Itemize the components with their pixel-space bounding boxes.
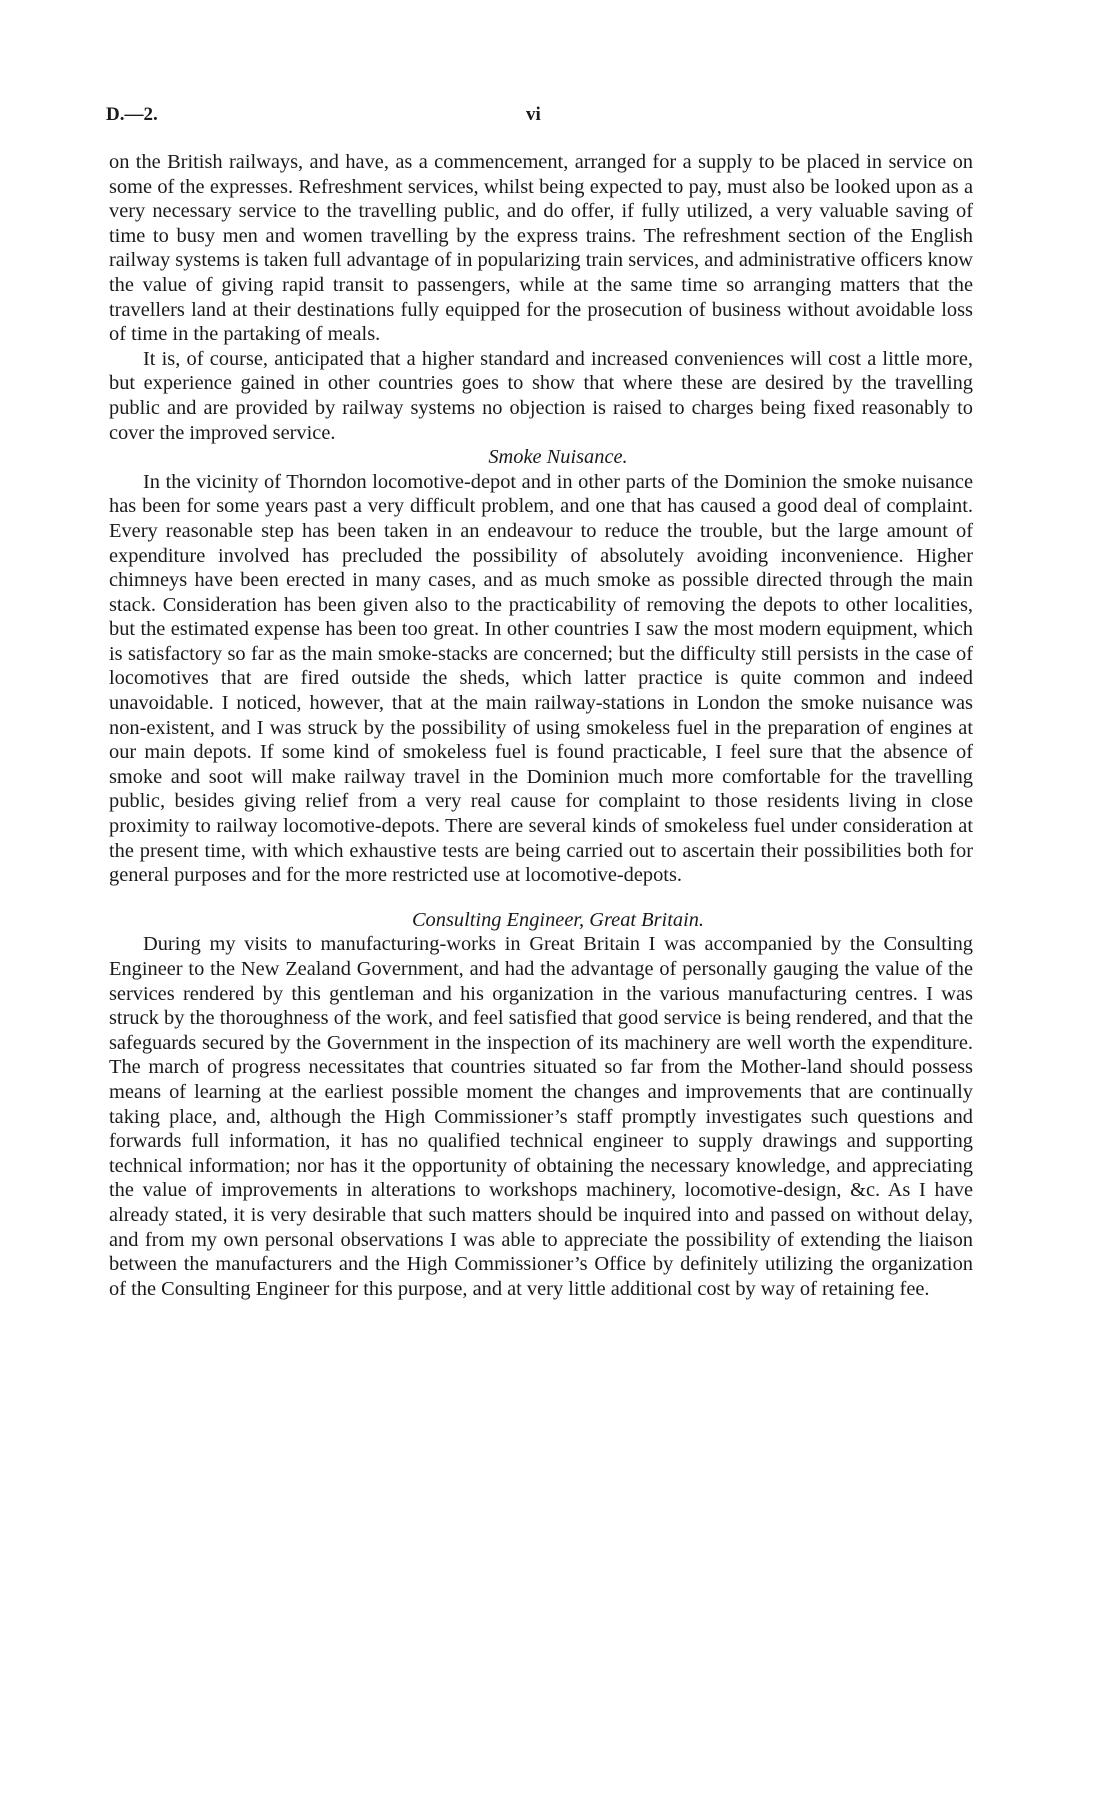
page-header	[106, 104, 982, 132]
paragraph-smoke-nuisance: In the vicinity of Thorndon locomotive-depot and in other parts of the Dominion the smoke nuisance has been for some years past a very difficult problem, and one that has caused a good deal of complaint. Every reasonable step has been taken in an endeavour to reduce the trouble, but the large amount of expenditure involved has precluded the possibility of absolutely avoiding inconvenience. Higher chimneys have been erected in many cases, and as much smoke as possible directed through the main stack. Consideration has been given also to the practicability of removing the depots to other localities, but the estimated expense has been too great. In other countries I saw the most modern equipment, which is satisfactory so far as the main smoke-stacks are concerned; but the difficulty still persists in the case of locomotives that are fired outside the sheds, which latter practice is quite common and indeed unavoidable. I noticed, however, that at the main railway-stations in London the smoke nuisance was non-existent, and I was struck by the possibility of using smokeless fuel in the preparation of engines at our main depots. If some kind of smokeless fuel is found practicable, I feel sure that the absence of smoke and soot will make railway travel in the Dominion much more comfortable for the travelling public, besides giving relief from a very real cause for complaint to those residents living in close proximity to railway locomotive-depots. There are several kinds of smokeless fuel under consideration at the present time, with which exhaustive tests are being carried out to ascertain their possibilities both for general purposes and for the more restricted use at locomotive-depots.	[109, 470, 973, 887]
section-heading-smoke-nuisance: Smoke Nuisance.	[488, 446, 628, 469]
paragraph-refreshment-continued: on the British railways, and have, as a commencement, arranged for a supply to be placed in service on some of the expresses. Refreshment services, whilst being expected to pay, must also be looked upon as a very necessary service to the travelling public, and do offer, if fully utilized, a very valuable saving of time to busy men and women travelling by the express trains. The refreshment section of the English railway systems is taken full advantage of in popularizing train services, and administrative officers know the value of giving rapid transit to passengers, while at the same time so arranging matters that the travellers land at their destinations fully equipped for the prosecution of business without avoidable loss of time in the partaking of meals.	[109, 151, 973, 346]
paragraph-consulting-engineer: During my visits to manufacturing-works in Great Britain I was accompanied by the Consulting Engineer to the New Zealand Government, and had the advantage of personally gauging the value of the services rendered by this gentleman and his organization in the various manufacturing centres. I was struck by the thoroughness of the work, and feel satisfied that good service is being rendered, and that the safeguards secured by the Government in the inspection of its machinery are well worth the expenditure. The march of progress necessitates that countries situated so far from the Mother-land should possess means of learning at the earliest possible moment the changes and improvements that are continually taking place, and, although the High Commissioner’s staff promptly investigates such questions and forwards full information, it has no qualified technical engineer to supply drawings and supporting technical information; nor has it the opportunity of obtaining the necessary knowledge, and appreciating the value of improvements in alterations to workshops machinery, locomotive-design, &c. As I have already stated, it is very desirable that such matters should be inquired into and passed on without delay, and from my own personal observations I was able to appreciate the possibility of extending the liaison between the manufacturers and the High Commissioner’s Office by definitely utilizing the organization of the Consulting Engineer for this purpose, and at very little additional cost by way of retaining fee.	[109, 933, 973, 1300]
section-heading-consulting-engineer: Consulting Engineer, Great Britain.	[411, 908, 705, 931]
body-text	[109, 150, 973, 1301]
page-number: vi	[526, 104, 541, 125]
paragraph-higher-standard: It is, of course, anticipated that a higher standard and increased conveniences will cost a little more, but experience gained in other countries goes to show that where these are desired by the travelling public and are provided by railway systems no objection is raised to charges being fixed reasonably to cover the improved service.	[109, 347, 973, 444]
document-reference: D.—2.	[106, 104, 158, 125]
